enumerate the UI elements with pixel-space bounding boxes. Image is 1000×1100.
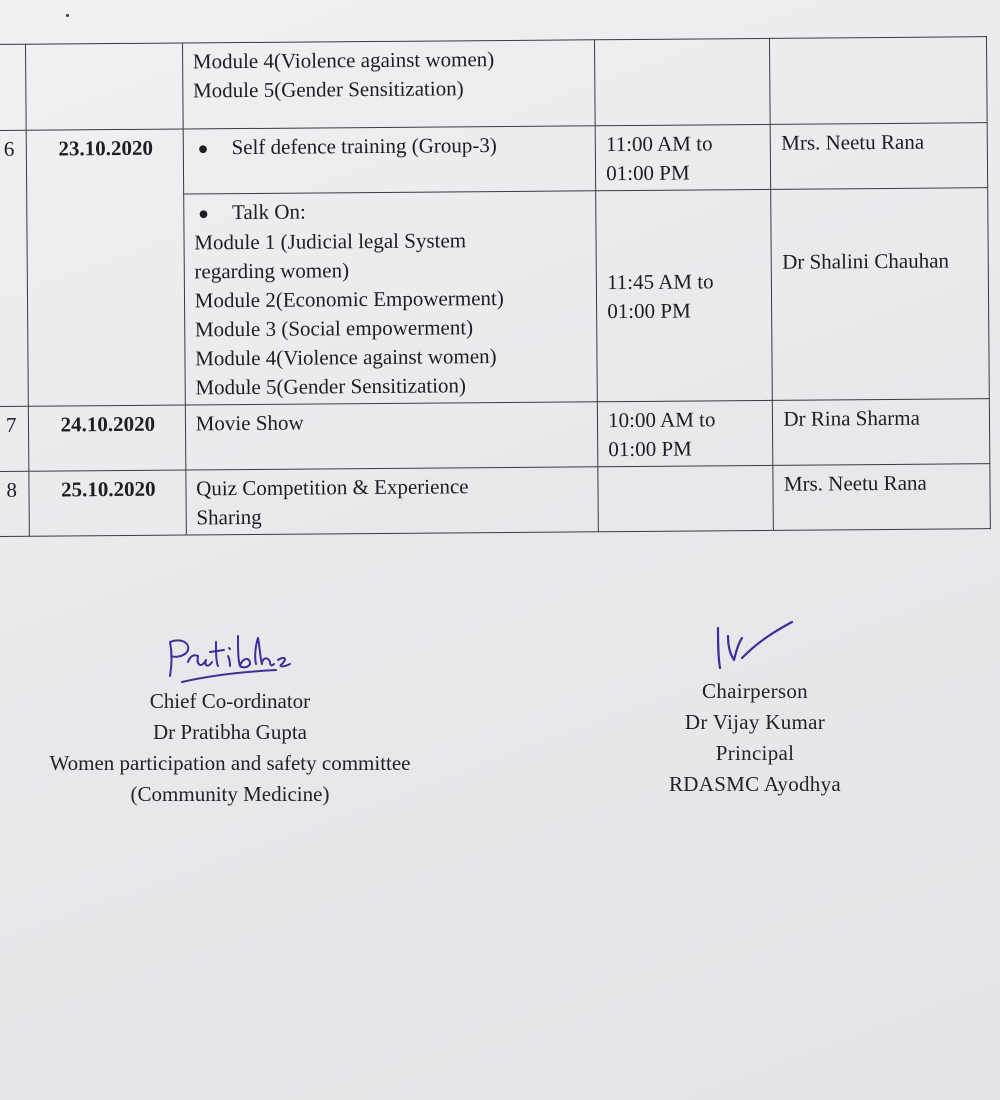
program-cell [186,467,599,535]
date-cell: 24.10.2020 [28,405,185,471]
signatory-title: Chairperson [702,679,808,703]
date-cell [25,43,182,130]
time-cell [595,124,771,190]
time-cell [595,38,771,125]
time-cell [597,400,773,466]
schedule-table-wrapper [0,36,998,536]
resource-person-cell: Dr Rina Sharma [773,399,990,466]
sn-cell: 6 [0,130,28,406]
bullet-text: Self defence training (Group-3) [231,133,497,160]
bullet-icon: ● [197,138,209,159]
signature-block-chief-coordinator [20,686,440,810]
signature-block-chairperson [640,676,870,800]
resource-person-cell [770,37,987,125]
time-line: 01:00 PM [607,298,691,324]
program-line: Module 1 (Judicial legal System [194,228,467,255]
table-row [0,399,990,472]
program-line: Module 5(Gender Sensitization) [195,373,467,400]
bullet-text: Talk On: [231,199,306,225]
resource-person-cell: Mrs. Neetu Rana [771,123,988,190]
signature-chairperson-image [700,618,810,680]
bullet-icon: ● [197,203,209,224]
signatory-department: (Community Medicine) [130,782,330,806]
program-line: regarding women) [194,258,350,284]
signature-pratibha-image [158,626,308,688]
sn-cell: 8 [0,471,29,536]
sn-cell: 7 [0,406,29,471]
program-cell [183,191,597,405]
program-line: Movie Show [195,410,304,436]
program-line: Module 2(Economic Empowerment) [194,285,504,313]
program-line: Module 3 (Social empowerment) [194,315,474,342]
time-line: 10:00 AM to [608,407,716,433]
time-line: 11:00 AM to [605,131,713,157]
signatory-name: Dr Pratibha Gupta [153,720,307,744]
program-cell [183,126,596,194]
table-row [0,37,987,131]
time-cell [598,465,774,531]
resource-person-cell: Mrs. Neetu Rana [773,464,990,531]
program-line: Module 4(Violence against women) [195,344,497,371]
program-cell [182,40,595,129]
schedule-table [0,36,991,537]
signatory-committee: Women participation and safety committee [49,751,411,775]
date-cell: 25.10.2020 [29,470,186,536]
table-row [0,123,988,196]
time-line: 01:00 PM [606,160,690,186]
sn-cell [0,44,26,130]
signatory-name: Dr Vijay Kumar [684,710,826,734]
program-line: Module 4(Violence against women) [192,47,495,74]
program-line: Module 5(Gender Sensitization) [192,76,464,103]
bullet-item [194,195,588,228]
signatory-institution: RDASMC Ayodhya [668,772,842,796]
date-cell: 23.10.2020 [26,129,185,406]
program-cell [185,402,598,470]
program-line: Sharing [196,504,262,530]
ink-dot [66,14,69,17]
resource-person-cell: Dr Shalini Chauhan [771,188,989,401]
program-line: Quiz Competition & Experience [196,474,469,501]
bullet-item [193,130,587,163]
time-cell [596,189,773,401]
signatory-designation: Principal [715,741,795,765]
table-row [0,464,990,537]
signatory-title: Chief Co-ordinator [149,689,311,713]
time-line: 01:00 PM [608,436,692,462]
time-line: 11:45 AM to [606,269,714,295]
